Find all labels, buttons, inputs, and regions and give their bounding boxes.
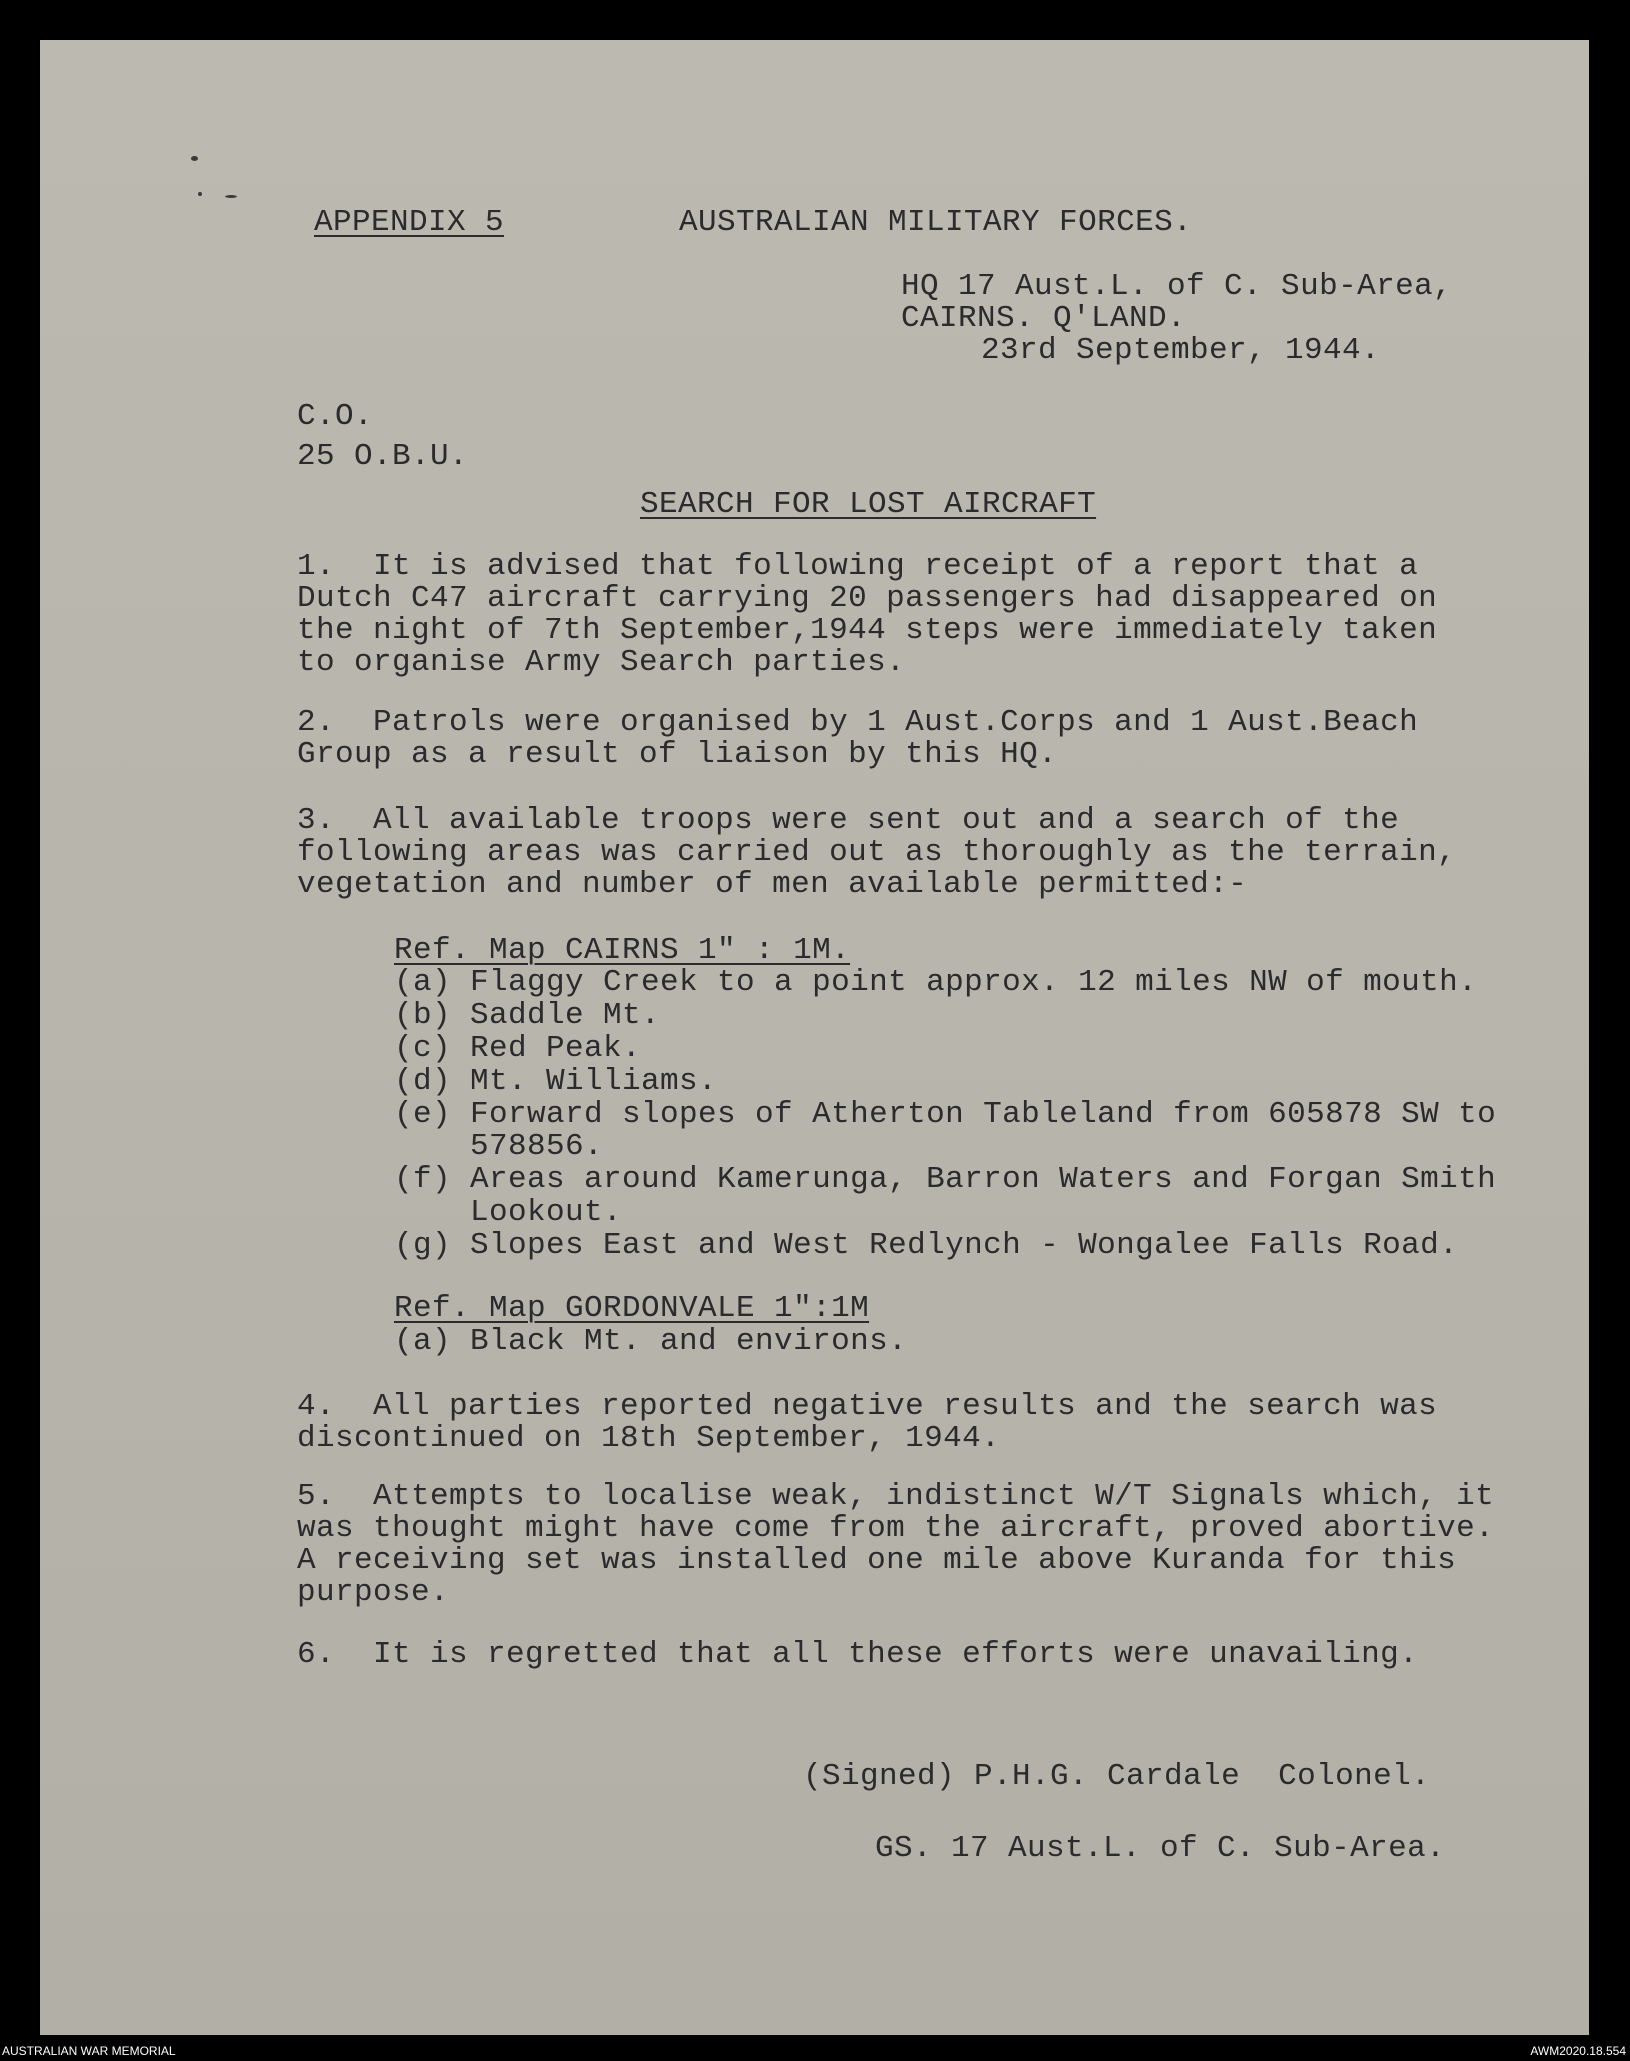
list-item: 578856. — [394, 1129, 604, 1164]
location-line: CAIRNS. Q'LAND. — [901, 301, 1187, 336]
list-item: (f) Areas around Kamerunga, Barron Waters and Forgan Smith — [394, 1162, 1497, 1197]
text-line: Dutch C47 aircraft carrying 20 passengers had disappeared on — [297, 581, 1438, 616]
ink-speck — [198, 192, 202, 196]
list-item: (a) Flaggy Creek to a point approx. 12 miles NW of mouth. — [394, 965, 1478, 1000]
text-line: discontinued on 18th September, 1944. — [297, 1421, 1001, 1456]
ink-speck — [191, 156, 198, 161]
text-line: 3. All available troops were sent out and a search of the — [297, 803, 1400, 838]
ink-speck — [225, 195, 237, 198]
appendix-label: APPENDIX 5 — [314, 205, 505, 240]
text-line: 1. It is advised that following receipt of a report that a — [297, 549, 1419, 584]
list-item: (a) Black Mt. and environs. — [394, 1324, 908, 1359]
footer-accession-number: AWM2020.18.554 — [1530, 2044, 1626, 2058]
text-line: 2. Patrols were organised by 1 Aust.Corps and 1 Aust.Beach — [297, 705, 1419, 740]
addressee-line-2: 25 O.B.U. — [297, 439, 469, 474]
text-line: purpose. — [297, 1575, 450, 1610]
org-title: AUSTRALIAN MILITARY FORCES. — [679, 205, 1193, 240]
text-line: 5. Attempts to localise weak, indistinct W/T Signals which, it — [297, 1479, 1495, 1514]
text-line: was thought might have come from the aircraft, proved abortive. — [297, 1511, 1495, 1546]
map-reference: Ref. Map CAIRNS 1" : 1M. — [394, 933, 851, 968]
text-line: following areas was carried out as thoroughly as the terrain, — [297, 835, 1457, 870]
list-item: (d) Mt. Williams. — [394, 1064, 718, 1099]
list-item: (b) Saddle Mt. — [394, 998, 661, 1033]
text-line: to organise Army Search parties. — [297, 645, 906, 680]
list-item: Lookout. — [394, 1195, 623, 1230]
signatory-title: GS. 17 Aust.L. of C. Sub-Area. — [875, 1831, 1446, 1866]
list-item: (e) Forward slopes of Atherton Tableland from 605878 SW to — [394, 1097, 1497, 1132]
text-line: 4. All parties reported negative results and the search was — [297, 1389, 1438, 1424]
date-line: 23rd September, 1944. — [981, 333, 1381, 368]
hq-line: HQ 17 Aust.L. of C. Sub-Area, — [901, 269, 1453, 304]
text-line: the night of 7th September,1944 steps were immediately taken — [297, 613, 1438, 648]
text-line: 6. It is regretted that all these efforts were unavailing. — [297, 1637, 1419, 1672]
signature-line: (Signed) P.H.G. Cardale Colonel. — [803, 1759, 1431, 1794]
list-item: (c) Red Peak. — [394, 1031, 642, 1066]
text-line: vegetation and number of men available permitted:- — [297, 867, 1248, 902]
footer-credit: AUSTRALIAN WAR MEMORIAL — [2, 2044, 176, 2058]
subject-heading: SEARCH FOR LOST AIRCRAFT — [640, 487, 1097, 522]
list-item: (g) Slopes East and West Redlynch - Wongalee Falls Road. — [394, 1228, 1459, 1263]
text-line: Group as a result of liaison by this HQ. — [297, 737, 1058, 772]
map-reference: Ref. Map GORDONVALE 1":1M — [394, 1291, 870, 1326]
addressee-line-1: C.O. — [297, 399, 374, 434]
text-line: A receiving set was installed one mile above Kuranda for this — [297, 1543, 1457, 1578]
